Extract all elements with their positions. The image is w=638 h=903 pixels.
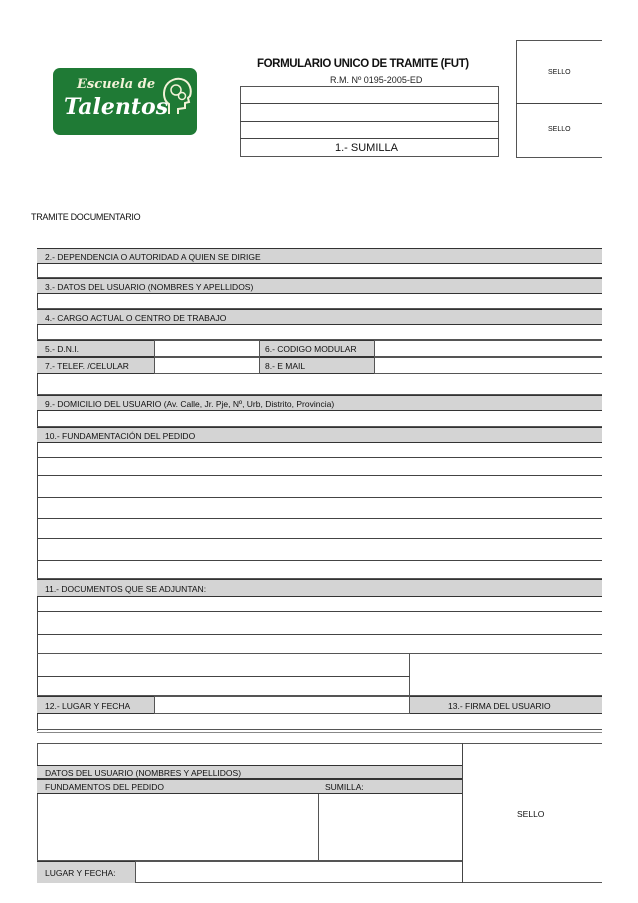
dependencia-header [37,248,602,264]
receipt-datos-usuario-label: DATOS DEL USUARIO (NOMBRES Y APELLIDOS) [45,768,242,778]
datos-usuario-label: 3.- DATOS DEL USUARIO (NOMBRES Y APELLIDOS) [45,282,254,292]
stamp-top-label: SELLO [548,69,571,76]
receipt-datos-usuario-header [37,765,462,779]
head-gears-icon [161,74,193,118]
codigo-modular-label: 6.- CODIGO MODULAR [265,344,357,354]
firma-label: 13.- FIRMA DEL USUARIO [448,701,551,711]
telef-extra-field[interactable] [37,374,602,395]
codigo-modular-label-cell [260,340,374,357]
cargo-header [37,309,602,325]
receipt-fundamentos-field[interactable] [37,794,319,861]
dependencia-label: 2.- DEPENDENCIA O AUTORIDAD A QUIEN SE DIRIGE [45,252,261,262]
receipt-fundamentos-header [37,779,319,794]
domicilio-field[interactable] [37,411,602,427]
form-subtitle: R.M. Nº 0195-2005-ED [330,75,423,85]
documentos-extra-field[interactable] [37,654,410,696]
school-logo [53,68,197,135]
firma-field[interactable] [410,654,602,696]
fundamentacion-label: 10.- FUNDAMENTACIÓN DEL PEDIDO [45,431,196,441]
email-field[interactable] [374,357,602,374]
receipt-lugar-fecha-field[interactable] [135,861,462,883]
receipt-sello-label: SELLO [517,809,545,819]
telef-label-cell [37,357,154,374]
datos-usuario-header [37,278,602,294]
datos-usuario-field[interactable] [37,294,602,309]
firma-label-cell [410,696,602,714]
logo-line1: Escuela de [77,77,156,92]
cargo-field[interactable] [37,325,602,340]
section-label: TRAMITE DOCUMENTARIO [31,212,141,222]
stamp-box [516,40,602,158]
codigo-modular-field[interactable] [374,340,602,357]
bottom-form-row [37,714,602,730]
receipt-lugar-fecha-label-cell [37,861,135,883]
telef-label: 7.- TELEF. /CELULAR [45,361,129,371]
documentos-header [37,579,602,597]
stamp-bottom-label: SELLO [548,126,571,133]
email-label-cell [260,357,374,374]
documentos-field[interactable] [37,597,602,654]
receipt-sumilla-label: SUMILLA: [325,782,364,792]
sumilla-label: 1.- SUMILLA [335,142,398,154]
lugar-fecha-label-cell [37,696,154,714]
domicilio-header [37,395,602,411]
fundamentacion-field[interactable] [37,443,602,579]
form-title: FORMULARIO UNICO DE TRAMITE (FUT) [257,58,469,70]
dni-label-cell [37,340,154,357]
logo-line2: Talentos [64,94,169,120]
lugar-fecha-field[interactable] [154,696,410,714]
fundamentacion-header [37,427,602,443]
email-label: 8.- E MAIL [265,361,306,371]
dependencia-field[interactable] [37,264,602,278]
receipt-fundamentos-label: FUNDAMENTOS DEL PEDIDO [45,782,165,792]
domicilio-label: 9.- DOMICILIO DEL USUARIO (Av. Calle, Jr. Pje, Nº, Urb, Distrito, Provincia) [45,399,335,409]
lugar-fecha-label: 12.- LUGAR Y FECHA [45,701,131,711]
dni-field[interactable] [154,340,260,357]
receipt-lugar-fecha-label: LUGAR Y FECHA: [45,868,116,878]
telef-field[interactable] [154,357,260,374]
cargo-label: 4.- CARGO ACTUAL O CENTRO DE TRABAJO [45,313,227,323]
dni-label: 5.- D.N.I. [45,344,80,354]
receipt-sumilla-field[interactable] [319,794,462,861]
receipt-sumilla-header [319,779,462,794]
documentos-label: 11.- DOCUMENTOS QUE SE ADJUNTAN: [45,584,207,594]
